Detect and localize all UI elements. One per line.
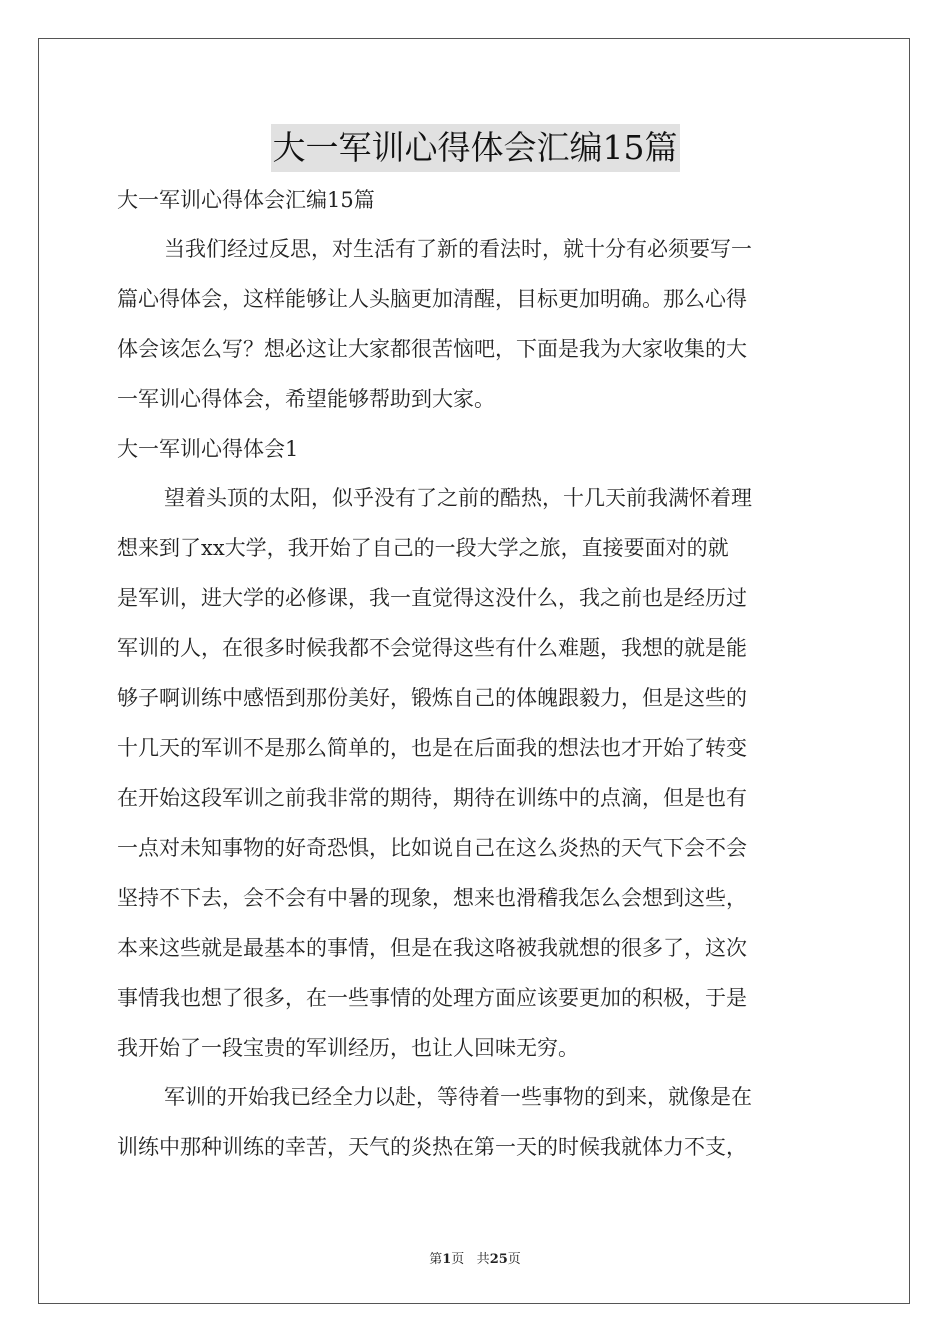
paragraph-line: 想来到了xx大学，我开始了自己的一段大学之旅，直接要面对的就 (117, 536, 729, 560)
footer-total-prefix: 共 (476, 1252, 490, 1267)
footer-page-number: 1 (442, 1252, 452, 1267)
paragraph-line: 事情我也想了很多，在一些事情的处理方面应该要更加的积极，于是 (117, 986, 747, 1010)
paragraph-line: 体会该怎么写？想必这让大家都很苦恼吧，下面是我为大家收集的大 (117, 337, 747, 361)
page-footer (0, 1248, 950, 1267)
paragraph-line: 我开始了一段宝贵的军训经历，也让人回味无穷。 (117, 1036, 579, 1060)
paragraph-line: 一军训心得体会，希望能够帮助到大家。 (117, 387, 495, 411)
title-wrap (0, 124, 950, 172)
paragraph-line: 军训的开始我已经全力以赴，等待着一些事物的到来，就像是在 (164, 1085, 752, 1109)
page-border (38, 38, 910, 1304)
paragraph-line: 望着头顶的太阳，似乎没有了之前的酷热，十几天前我满怀着理 (164, 486, 752, 510)
footer-total-pages: 25 (489, 1252, 508, 1267)
footer-total-suffix: 页 (507, 1252, 521, 1267)
paragraph-line: 坚持不下去，会不会有中暑的现象，想来也滑稽我怎么会想到这些， (117, 886, 747, 910)
paragraph-line: 当我们经过反思，对生活有了新的看法时，就十分有必须要写一 (164, 237, 752, 261)
paragraph-line: 本来这些就是最基本的事情，但是在我这咯被我就想的很多了，这次 (117, 936, 747, 960)
paragraph-line: 十几天的军训不是那么简单的，也是在后面我的想法也才开始了转变 (117, 736, 747, 760)
paragraph-line: 在开始这段军训之前我非常的期待，期待在训练中的点滴，但是也有 (117, 786, 747, 810)
section-heading: 大一军训心得体会1 (117, 437, 299, 461)
paragraph-line: 篇心得体会，这样能够让人头脑更加清醒，目标更加明确。那么心得 (117, 287, 747, 311)
footer-page-suffix: 页 (451, 1252, 465, 1267)
paragraph-line: 够子啊训练中感悟到那份美好，锻炼自己的体魄跟毅力，但是这些的 (117, 686, 747, 710)
paragraph-line: 是军训，进大学的必修课，我一直觉得这没什么，我之前也是经历过 (117, 586, 747, 610)
paragraph-line: 军训的人，在很多时候我都不会觉得这些有什么难题，我想的就是能 (117, 636, 747, 660)
paragraph-line: 一点对未知事物的好奇恐惧，比如说自己在这么炎热的天气下会不会 (117, 836, 747, 860)
subtitle-line: 大一军训心得体会汇编15篇 (117, 188, 375, 212)
footer-prefix: 第 (429, 1252, 443, 1267)
document-title: 大一军训心得体会汇编15篇 (271, 124, 680, 172)
paragraph-line: 训练中那种训练的幸苦，天气的炎热在第一天的时候我就体力不支， (117, 1135, 747, 1159)
